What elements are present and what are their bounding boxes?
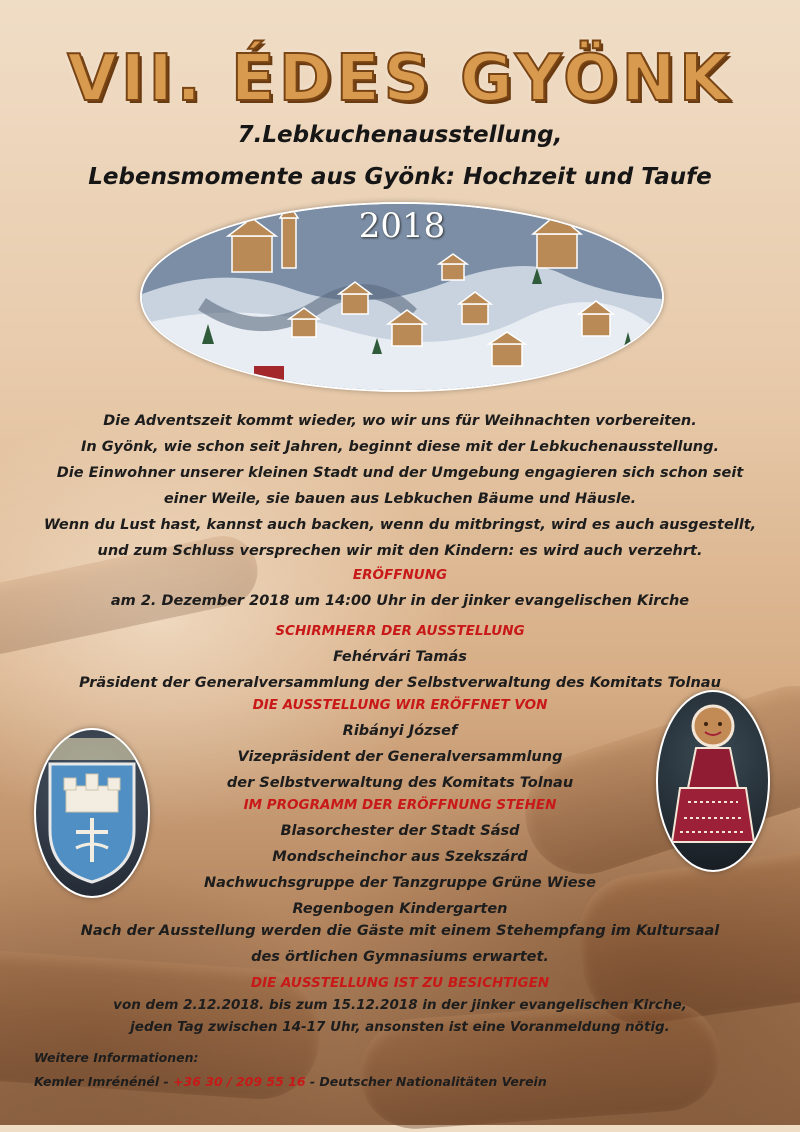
opening-text: am 2. Dezember 2018 um 14:00 Uhr in der jinker evangelischen Kirche xyxy=(110,593,690,609)
footer-contact xyxy=(34,1046,734,1094)
intro-paragraph xyxy=(0,408,800,564)
patron-heading: SCHIRMHERR DER AUSSTELLUNG xyxy=(275,623,525,639)
intro-line: In Gyönk, wie schon seit Jahren, beginnt diese mit der Lebkuchenausstellung. xyxy=(81,439,719,455)
intro-line: und zum Schluss versprechen wir mit den Kindern: es wird auch verzehrt. xyxy=(97,543,703,559)
organization-name: - Deutscher Nationalitäten Verein xyxy=(305,1074,547,1089)
visiting-section xyxy=(0,972,800,1038)
opening-section xyxy=(0,562,800,614)
intro-line: Die Adventszeit kommt wieder, wo wir uns für Weihnachten vorbereiten. xyxy=(103,413,697,429)
photo-year-caption: 2018 xyxy=(358,206,446,246)
subtitle-line-2: Lebensmomente aus Gyönk: Hochzeit und Taufe xyxy=(88,164,712,190)
info-label: Weitere Informationen: xyxy=(34,1050,199,1065)
visiting-line-2: jeden Tag zwischen 14-17 Uhr, ansonsten ist eine Voranmeldung nötig. xyxy=(130,1019,670,1035)
opener-role-line-1: Vizepräsident der Generalversammlung xyxy=(237,749,563,765)
patron-name: Fehérvári Tamás xyxy=(333,649,467,665)
visiting-heading: DIE AUSSTELLUNG IST ZU BESICHTIGEN xyxy=(250,975,550,991)
visiting-line-1: von dem 2.12.2018. bis zum 15.12.2018 in der jinker evangelischen Kirche, xyxy=(113,997,687,1013)
coat-of-arms-photo xyxy=(34,728,150,898)
program-heading: IM PROGRAMM DER ERÖFFNUNG STEHEN xyxy=(243,797,557,813)
reception-section xyxy=(0,918,800,970)
gingerbread-doll-icon xyxy=(658,692,768,870)
page-title: VII. ÉDES GYÖNK xyxy=(67,42,733,116)
subtitle-line-1: 7.Lebkuchenausstellung, xyxy=(237,122,563,148)
opening-heading: ERÖFFNUNG xyxy=(352,567,448,583)
patron-section xyxy=(0,618,800,696)
opener-role-line-2: der Selbstverwaltung des Komitats Tolnau xyxy=(226,775,574,791)
contact-line xyxy=(34,1070,734,1094)
gingerbread-doll-photo xyxy=(656,690,770,872)
patron-role: Präsident der Generalversammlung der Selbstverwaltung des Komitats Tolnau xyxy=(79,675,721,691)
opener-name: Ribányi József xyxy=(342,723,458,739)
phone-number[interactable]: +36 30 / 209 55 16 xyxy=(173,1074,306,1089)
program-item: Regenbogen Kindergarten xyxy=(292,901,508,917)
reception-line-2: des örtlichen Gymnasiums erwartet. xyxy=(251,949,549,965)
program-item: Mondscheinchor aus Szekszárd xyxy=(272,849,528,865)
program-item: Nachwuchsgruppe der Tanzgruppe Grüne Wiese xyxy=(203,875,597,891)
intro-line: Die Einwohner unserer kleinen Stadt und der Umgebung engagieren sich schon seit xyxy=(56,465,744,481)
intro-line: Wenn du Lust hast, kannst auch backen, wenn du mitbringst, wird es auch ausgestellt, xyxy=(43,517,757,533)
intro-line: einer Weile, sie bauen aus Lebkuchen Bäume und Häusle. xyxy=(163,491,637,507)
contact-name: Kemler Imrénénél - xyxy=(34,1074,174,1089)
opener-heading: DIE AUSSTELLUNG WIR ERÖFFNET VON xyxy=(252,697,548,713)
reception-line-1: Nach der Ausstellung werden die Gäste mit einem Stehempfang im Kultursaal xyxy=(80,923,720,939)
program-item: Blasorchester der Stadt Sásd xyxy=(280,823,520,839)
gingerbread-village-photo xyxy=(140,202,664,392)
shield-icon xyxy=(36,730,148,896)
